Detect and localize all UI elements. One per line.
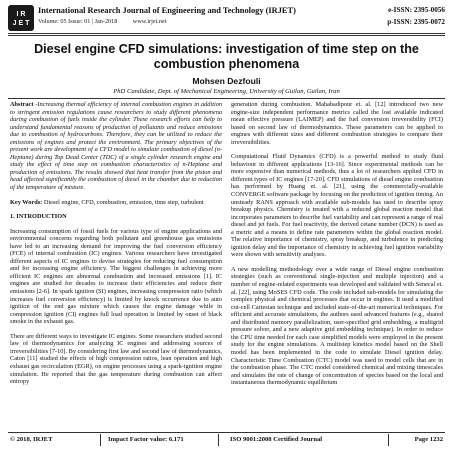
- keywords: [10, 199, 222, 207]
- svg-text:I R: I R: [16, 11, 26, 18]
- title-rule: [8, 98, 445, 99]
- section-heading-introduction: 1. INTRODUCTION: [10, 213, 67, 221]
- intro-paragraph-2: There are different ways to investigate IC engines. Some researchers studied second law of thermodynamics for analyzing IC engines and addressing sources of irreversibilities [7-10]. By considering first law and second law of thermodynamics, Caton [11] studied the effects of high compression ratios, lean operation and high exhaust gas recirculation (EGR), on engine processes using a spark-ignition engine simulation. He reported that the gas temperature during combustion can affect entropy: [10, 332, 222, 386]
- footer-impact-factor: Impact Factor value: 6.171: [108, 436, 184, 443]
- left-column: [10, 101, 222, 393]
- header-rule: [8, 33, 445, 34]
- right-paragraph-3: A new modelling methodology over a wide range of Diesel engine combustion strategies (such as conventional single-injection and multiple injection) and a number of engine-related experiments was developed and validated with Senecal et. al. [22], using MoSES CFD code. The code included sub-models for simulating the complex physical and chemical processes that occur in engines. It used a modified cut-cell Cartesian technique and included state-of-the-art numerical techniques. For efficient and accurate simulations, the authors used advanced features (e.g., shared and distributed memory parallelization, user-specified grid embedding, a multigrid pressure solver, and a new adaptive grid embedding technique). In order to reduce the CPU time needed for each case simplified models were employed in the present study for the engine simulations. A multistep kinetics model based on the Shell model has been implemented in the code to simulate Diesel ignition delay. Characteristic Time Combustion (CTC) model was used to model cells that are in the combustion phase. The CTC model considered chemical and mixing timescales and simulates the rate of change of concentration of species based on the local and instantaneous thermodynamic equilibrium: [231, 265, 443, 387]
- keywords-label: Key Words:: [10, 198, 43, 206]
- paper-title: Diesel engine CFD simulations: investigation of time step on the combustion phenomena: [34, 42, 419, 71]
- footer-rule: [8, 432, 445, 433]
- footer-separator: [388, 434, 389, 446]
- journal-header: [8, 4, 445, 34]
- paper-author: Mohsen Dezfouli: [192, 76, 261, 86]
- journal-name: International Research Journal of Engineering and Technology (IRJET): [38, 6, 296, 15]
- footer-iso: ISO 9001:2008 Certified Journal: [230, 436, 323, 443]
- irjet-logo-icon: [8, 5, 34, 31]
- intro-paragraph-1: Increasing consumption of fossil fuels for various type of engine applications and environmental concerns regarding both pollutant and greenhouse gas emissions have led to an increasing demand for improving the fuel conversion efficiency (FCE) of internal combustion (IC) engines. Various researchers have investigated different aspects of IC engines to devise strategies for reducing fuel consumption and for increasing engine efficiency. The biggest challenges in achieving more efficient IC engines are abnormal combustion and increased emissions [1]. IC engines are studied for decades to increase their efficiencies and reduce their emissions [2-6]. In spark ignition (SI) engines, increasing compression ratio (which increases fuel conversion efficiency) is limited by knock occurrence due to auto ignition of the end gas mixture which causes the engine damage while in compression ignition (CI) engines full load operation is limited by onset of black smoke in the exhaust gas.: [10, 227, 222, 326]
- volume-line: Volume: 05 Issue: 01 | Jan-2018 www.irjet.net: [38, 18, 167, 25]
- footer-separator: [218, 434, 219, 446]
- footer-page-number: Page 1232: [414, 436, 443, 443]
- keywords-text: Diesel engine, CFD, combustion, emission, time step, turbulent: [42, 198, 204, 206]
- right-paragraph-2: Computational Fluid Dynamics (CFD) is a powerful method to study fluid behaviour in different applications [13-16]. Since experimental methods can be more expensive than numerical methods, thus a lot of researchers applied CFD in different types of IC engines [17-20]. CFD simulations of diesel engine combustion has performed by Huang et. al. [21], using the commercially-available CONVERGE software package by focusing on the prediction of ignition timing. An unsteady RANS approach with available sub-models has used to describe spray breakup physics. Chemistry is treated with a reduced global reaction model that incorporates parameters to describe fuel variability and can represent a range of real diesel and jet fuels. For fuel reactivity, the derived cetane number (DCN) is used as a metric and a means to define rate parameters within the global reaction model. The relative importance of chemistry, spray breakup, and turbulence in predicting ignition delay and the importance of chemistry in achieving fuel ignition variability were shown with sensitivity analyses.: [231, 153, 443, 259]
- right-paragraph-1: generation during combustion. Mahabadipour et. al. [12] introduced two new engine-size independent performance metrics called the lost available indicated mean effective pressure (LAIMEP) and the fuel conversion irreversibility (FCI) based on second law of thermodynamics. These parameters can be applied to engines with different sizes and different combustion strategies to compare their irreversibilities.: [231, 101, 443, 146]
- abstract-label: Abstract: [10, 101, 34, 108]
- footer-separator: [100, 434, 101, 446]
- paper-affiliation: PhD Candidate, Dept. of Mechanical Engineering, University of Guilan, Guilan, Iran: [113, 88, 340, 95]
- footer-copyright: © 2018, IRJET: [10, 436, 53, 443]
- abstract-text: -Increasing thermal efficiency of internal combustion engines in addition to stringent emission regulations cause researchers to study different phenomena during combustion of fuels inside the cylinder. These research efforts can help to understand fundamental reasons of production of pollutants and reduce emissions due to combustion of hydrocarbons. Therefore, they can be utilized to reduce the emissions of engines and protect the environment. The primary objectives of the present work are development of a CFD model to simulate combustion of diesel (n-Heptane) during Top Dead Center (TDC) of a single cylinder research engine and study the effect of time step on combustion characteristics of n-Heptane and production of emissions. The results showed that heat transfer from the piston and head affected significantly the combustion of diesel in the chamber due to reduction of the temperature of mixture.: [10, 101, 222, 192]
- eissn: e-ISSN: 2395-0056: [388, 6, 445, 14]
- abstract: [10, 101, 222, 192]
- svg-text:J E T: J E T: [12, 20, 30, 27]
- right-column: [231, 101, 443, 394]
- page-footer: [8, 432, 445, 448]
- header-rule-2: [8, 35, 445, 36]
- pissn: p-ISSN: 2395-0072: [387, 18, 445, 26]
